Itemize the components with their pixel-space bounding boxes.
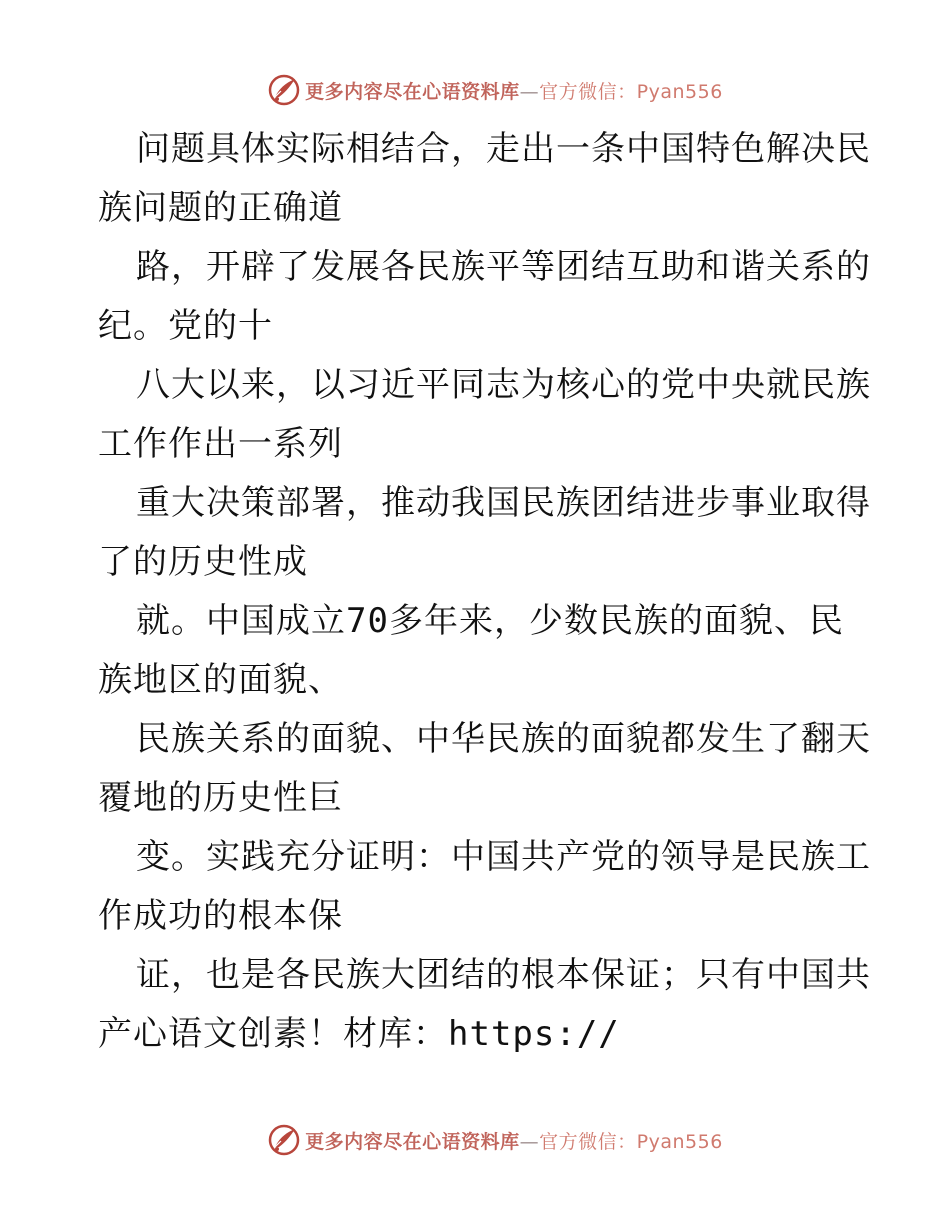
body-line: 了的历史性成 xyxy=(98,542,308,582)
body-line: 路，开辟了发展各民族平等团结互助和谐关系的 xyxy=(136,247,871,287)
banner-text xyxy=(305,77,723,104)
body-line: 族地区的面貌、 xyxy=(98,660,343,700)
banner-separator: — xyxy=(519,1130,540,1153)
body-line: 作成功的根本保 xyxy=(98,896,343,936)
body-line: 民族关系的面貌、中华民族的面貌都发生了翻天 xyxy=(136,719,871,759)
body-line: 族问题的正确道 xyxy=(98,188,343,228)
feather-pen-logo-icon xyxy=(267,73,301,107)
banner-tail-text: 官方微信：Pyan556 xyxy=(539,80,723,103)
body-line: 就。中国成立70多年来，少数民族的面貌、民 xyxy=(136,601,844,641)
body-line: 变。实践充分证明：中国共产党的领导是民族工 xyxy=(136,837,871,877)
footer-banner xyxy=(0,1120,950,1160)
banner-text xyxy=(305,1127,723,1154)
banner-tail-text: 官方微信：Pyan556 xyxy=(539,1130,723,1153)
body-line: 工作作出一系列 xyxy=(98,424,343,464)
banner-lead-text: 更多内容尽在心语资料库 xyxy=(305,1130,520,1153)
body-line: 问题具体实际相结合，走出一条中国特色解决民 xyxy=(136,129,871,169)
feather-pen-logo-icon xyxy=(267,1123,301,1157)
banner-lead-text: 更多内容尽在心语资料库 xyxy=(305,80,520,103)
body-line: 重大决策部署，推动我国民族团结进步事业取得 xyxy=(136,483,871,523)
banner-separator: — xyxy=(519,80,540,103)
body-line: 八大以来，以习近平同志为核心的党中央就民族 xyxy=(136,365,871,405)
body-line: 产心语文创素！材库：https:// xyxy=(98,1014,620,1054)
body-line: 覆地的历史性巨 xyxy=(98,778,343,818)
body-line: 纪。党的十 xyxy=(98,306,273,346)
header-banner xyxy=(0,70,950,110)
document-body xyxy=(98,120,871,1064)
body-line: 证，也是各民族大团结的根本保证；只有中国共 xyxy=(136,955,871,995)
